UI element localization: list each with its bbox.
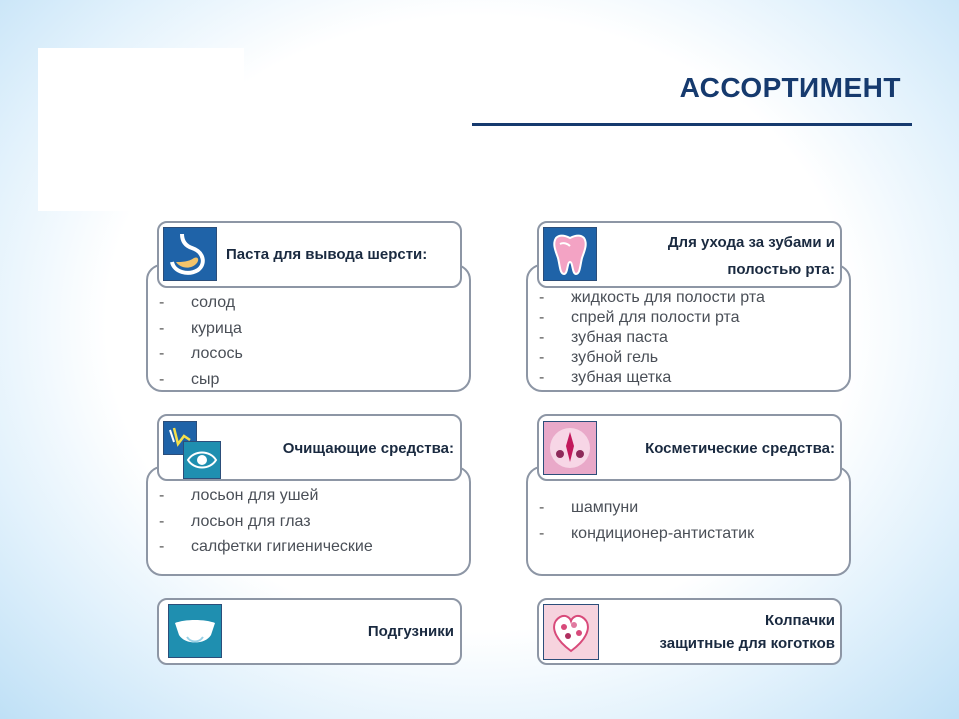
list-item: - лосось [159, 345, 243, 362]
hair-paste-title: Паста для вывода шерсти: [226, 246, 428, 263]
logo-placeholder [38, 48, 244, 211]
list-item: - салфетки гигиенические [159, 538, 373, 555]
list-item: - жидкость для полости рта [539, 289, 765, 306]
cosmetic-list [539, 495, 754, 547]
hair-paste-list [159, 290, 243, 392]
heart-caps-icon [543, 604, 599, 660]
list-item: - шампуни [539, 499, 639, 516]
tooth-icon [543, 227, 597, 281]
list-item: - кондиционер-антистатик [539, 525, 755, 542]
claw-caps-title-line2: защитные для коготков [659, 635, 835, 652]
cosmetics-icon [543, 421, 597, 475]
eye-icon [183, 441, 221, 479]
list-item: - сыр [159, 370, 220, 388]
diaper-icon [168, 604, 222, 658]
teeth-care-title-line2: полостью рта: [727, 261, 835, 278]
title-underline [472, 123, 912, 126]
cleaning-title: Очищающие средства: [282, 440, 454, 457]
teeth-care-list [539, 288, 765, 388]
list-item: - лосьон для глаз [159, 512, 311, 530]
list-item: - курица [159, 319, 242, 337]
list-item: - зубная паста [539, 329, 668, 346]
list-item: - лосьон для ушей [159, 487, 319, 504]
claw-caps-title-line1: Колпачки [765, 612, 835, 629]
diapers-title: Подгузники [367, 623, 454, 640]
page-title: АССОРТИМЕНТ [679, 72, 901, 103]
list-item: - солод [159, 294, 236, 311]
list-item: - зубной гель [539, 349, 659, 366]
list-item: - зубная щетка [539, 369, 672, 386]
list-item: - спрей для полости рта [539, 309, 740, 326]
cosmetic-title: Косметические средства: [645, 440, 835, 457]
teeth-care-title-line1: Для ухода за зубами и [667, 234, 835, 251]
cleaning-list [159, 483, 373, 560]
stomach-icon [163, 227, 217, 281]
